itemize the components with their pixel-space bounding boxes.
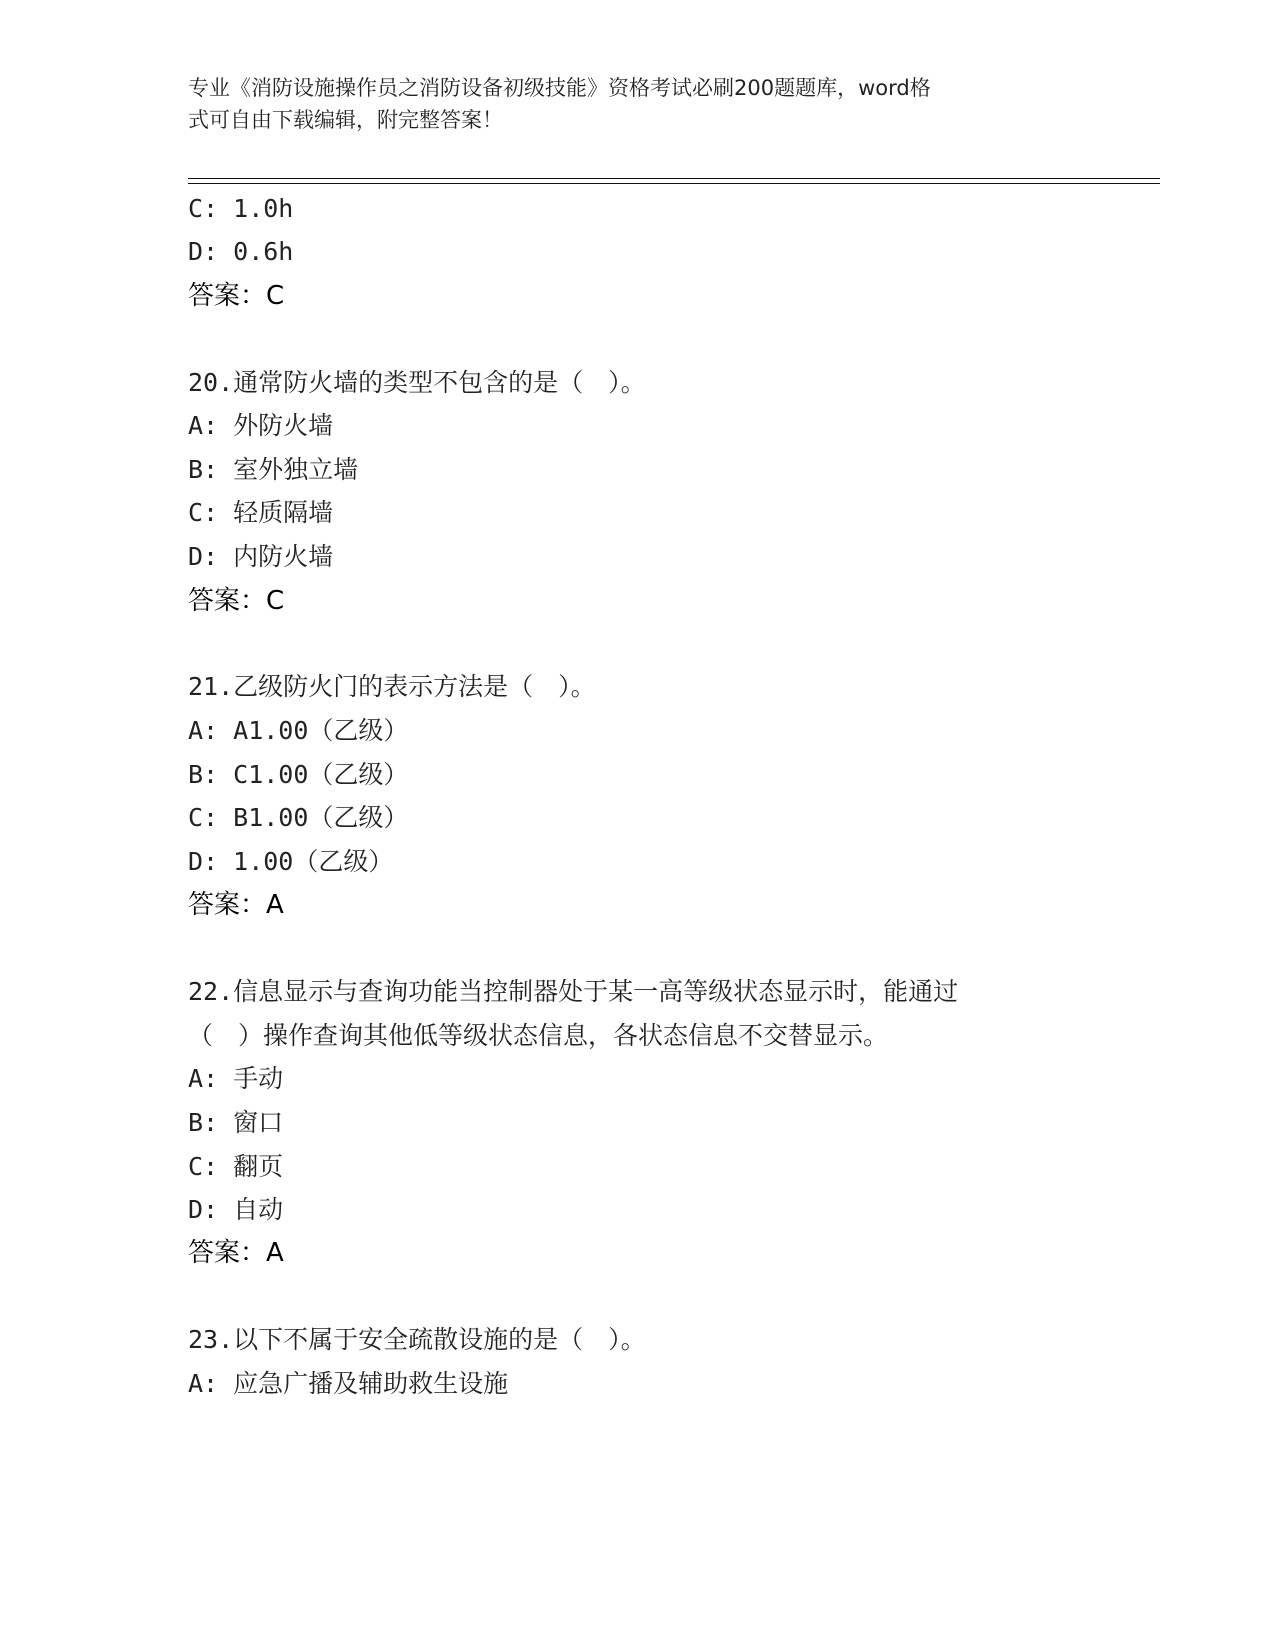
option-d: D: 0.6h: [188, 237, 294, 266]
question-23-option-a: A: 应急广播及辅助救生设施: [188, 1369, 509, 1398]
question-21-option-a: A: A1.00（乙级）: [188, 716, 409, 745]
question-21-answer: 答案：A: [188, 890, 284, 920]
option-c: C: 1.0h: [188, 194, 294, 223]
header-divider-top: [188, 178, 1160, 179]
question-21-option-c: C: B1.00（乙级）: [188, 803, 409, 832]
question-20-option-d: D: 内防火墙: [188, 542, 334, 571]
question-23-stem: 23.以下不属于安全疏散设施的是（ ）。: [188, 1325, 646, 1354]
question-22-stem-line-1: 22.信息显示与查询功能当控制器处于某一高等级状态显示时，能通过: [188, 977, 959, 1006]
question-20-stem: 20.通常防火墙的类型不包含的是（ ）。: [188, 368, 646, 397]
question-21-stem: 21.乙级防火门的表示方法是（ ）。: [188, 672, 596, 701]
document-header: [188, 72, 1068, 136]
question-22-stem-line-2: （ ）操作查询其他低等级状态信息，各状态信息不交替显示。: [188, 1021, 889, 1050]
question-22-option-a: A: 手动: [188, 1064, 284, 1093]
question-20-option-c: C: 轻质隔墙: [188, 498, 334, 527]
answer: 答案：C: [188, 281, 285, 311]
question-21-option-d: D: 1.00（乙级）: [188, 847, 394, 876]
header-line-1: 专业《消防设施操作员之消防设备初级技能》资格考试必刷200题题库，word格: [188, 76, 931, 100]
header-line-2: 式可自由下载编辑，附完整答案！: [188, 108, 503, 132]
question-20-option-a: A: 外防火墙: [188, 411, 334, 440]
question-21-option-b: B: C1.00（乙级）: [188, 760, 409, 789]
question-20-option-b: B: 室外独立墙: [188, 455, 359, 484]
question-22-option-b: B: 窗口: [188, 1108, 284, 1137]
question-22-option-d: D: 自动: [188, 1195, 284, 1224]
header-divider-bottom: [188, 183, 1160, 184]
question-22-option-c: C: 翻页: [188, 1152, 284, 1181]
question-20-answer: 答案：C: [188, 586, 285, 616]
question-22-answer: 答案：A: [188, 1238, 284, 1268]
